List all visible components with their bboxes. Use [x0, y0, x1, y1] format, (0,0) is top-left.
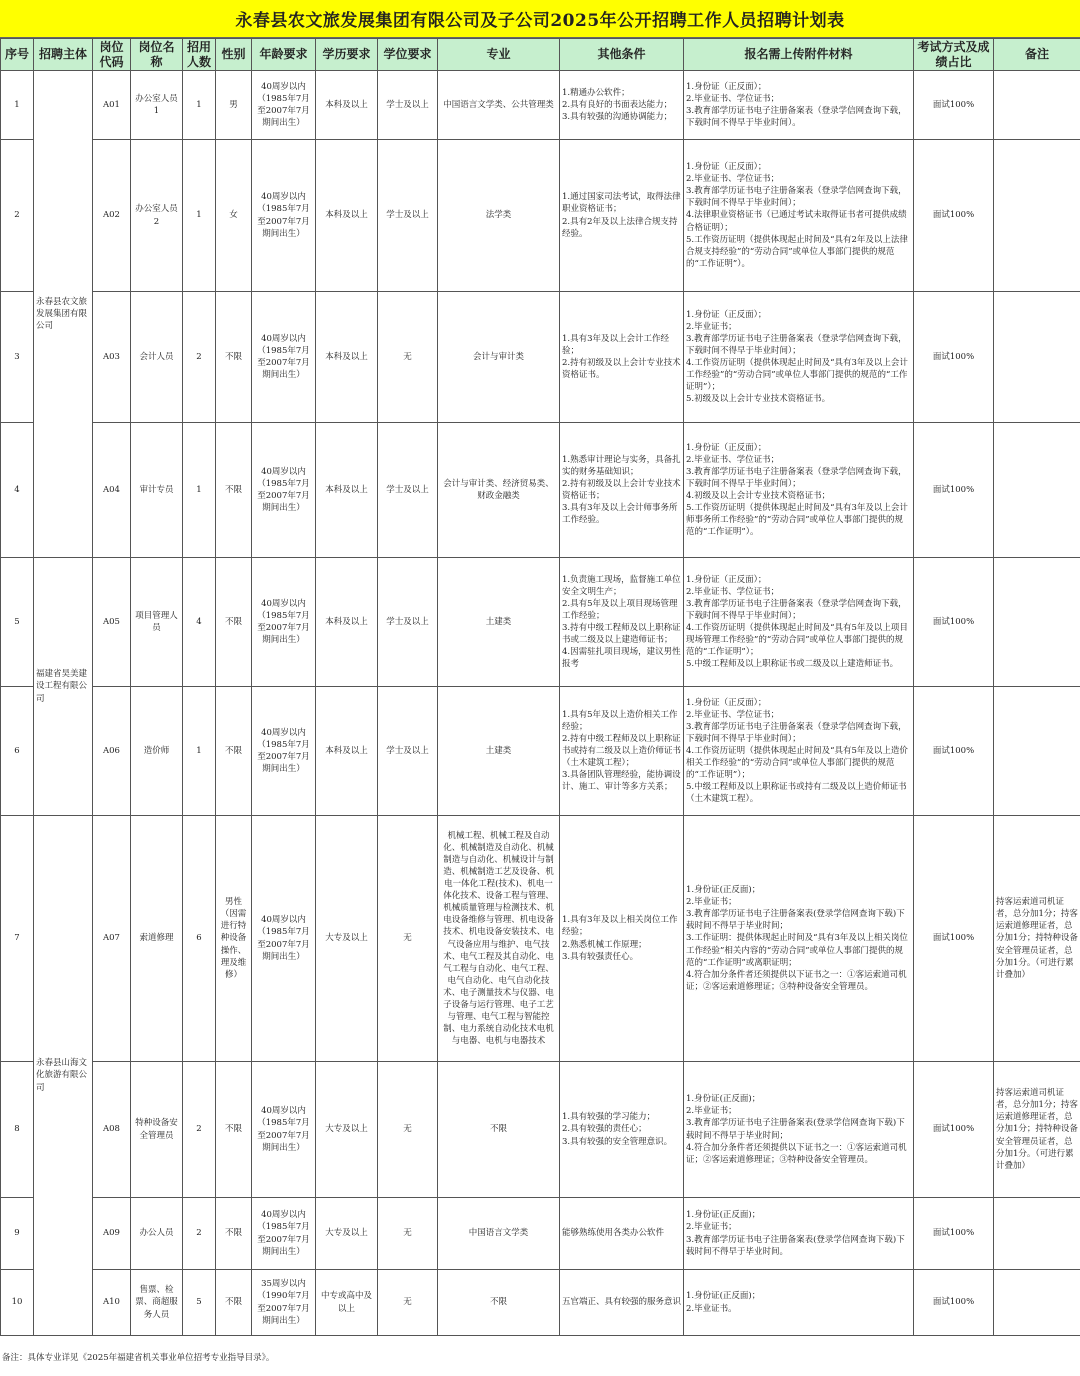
- gender-requirement: 男性（因需进行特种设备操作、理及维修）: [216, 816, 252, 1062]
- remark: [994, 140, 1080, 292]
- exam-method: 面试100%: [914, 292, 994, 423]
- exam-method: 面试100%: [914, 1270, 994, 1336]
- hire-count: 2: [183, 292, 216, 423]
- required-materials: 1.身份证(正反面)； 2.毕业证书； 3.教育部学历证书电子注册备案表(登录学信网查询下载)下载时间不得早于毕业时间。: [684, 1198, 914, 1270]
- major-requirement: 土建类: [438, 558, 560, 687]
- degree-requirement: 学士及以上: [378, 558, 438, 687]
- col-header: 序号: [1, 39, 34, 71]
- other-conditions: 1.具有3年及以上会计工作经验； 2.持有初级及以上会计专业技术资格证书。: [560, 292, 684, 423]
- required-materials: 1.身份证（正反面）； 2.毕业证书、学位证书； 3.教育部学历证书电子注册备案表（登录学信网查询下载，下载时间不得早于毕业时间）； 4.工作资历证明（提供体现起止时间及“具有5年及以上项目现场管理工作经验”的“劳动合同”或单位人事部门提供的规范的“工作证明”）； 5.中级工程师及以上职称证书或二级及以上建造师证书。: [684, 558, 914, 687]
- major-requirement: 土建类: [438, 687, 560, 816]
- major-requirement: 法学类: [438, 140, 560, 292]
- exam-method: 面试100%: [914, 1062, 994, 1198]
- degree-requirement: 无: [378, 1062, 438, 1198]
- position-code: A06: [93, 687, 131, 816]
- col-header: 招聘主体: [34, 39, 93, 71]
- remark: [994, 687, 1080, 816]
- position-name: 办公室人员2: [131, 140, 183, 292]
- hire-count: 1: [183, 140, 216, 292]
- table-row: [1, 140, 1080, 292]
- hire-count: 1: [183, 423, 216, 558]
- row-number: 10: [1, 1270, 34, 1336]
- table-row: [1, 1198, 1080, 1270]
- table-row: [1, 816, 1080, 1062]
- table-row: [1, 687, 1080, 816]
- age-requirement: 40周岁以内 （1985年7月至2007年7月期间出生）: [252, 292, 316, 423]
- remark: [994, 558, 1080, 687]
- major-requirement: 中国语言文学类、公共管理类: [438, 71, 560, 140]
- education-requirement: 本科及以上: [316, 71, 378, 140]
- row-number: 2: [1, 140, 34, 292]
- gender-requirement: 不限: [216, 292, 252, 423]
- required-materials: 1.身份证（正反面）； 2.毕业证书、学位证书； 3.教育部学历证书电子注册备案表（登录学信网查询下载，下载时间不得早于毕业时间）； 4.法律职业资格证书（已通过考试未取得证书者可提供成绩合格证明）； 5.工作资历证明（提供体现起止时间及“具有2年及以上法律合规支持经验”的“劳动合同”或单位人事部门提供的规范的“工作证明”）。: [684, 140, 914, 292]
- remark: [994, 1270, 1080, 1336]
- gender-requirement: 不限: [216, 687, 252, 816]
- age-requirement: 40周岁以内 （1985年7月至2007年7月期间出生）: [252, 1198, 316, 1270]
- sheet-title: 永春县农文旅发展集团有限公司及子公司2025年公开招聘工作人员招聘计划表: [0, 0, 1080, 38]
- age-requirement: 40周岁以内 （1985年7月至2007年7月期间出生）: [252, 816, 316, 1062]
- table-row: [1, 71, 1080, 140]
- hire-count: 2: [183, 1198, 216, 1270]
- position-name: 售票、检票、商超服务人员: [131, 1270, 183, 1336]
- position-name: 办公室人员1: [131, 71, 183, 140]
- education-requirement: 大专及以上: [316, 1062, 378, 1198]
- age-requirement: 40周岁以内 （1985年7月至2007年7月期间出生）: [252, 687, 316, 816]
- education-requirement: 本科及以上: [316, 140, 378, 292]
- other-conditions: 1.精通办公软件； 2.具有良好的书面表达能力； 3.具有较强的沟通协调能力；: [560, 71, 684, 140]
- major-requirement: 机械工程、机械工程及自动化、机械制造及自动化、机械制造与自动化、机械设计与制造、机械制造工艺及设备、机电一体化工程(技术)、机电一体化技术、设备工程与管理、机械质量管理与检测技术、机电设备维修与管理、机电设备技术、机电设备安装技术、电气设备应用与维护、电气技术、电气工程及其自动化、电气工程与自动化、电气工程、电气自动化、电气自动化技术、电子测量技术与仪器、电子设备与运行管理、电子工艺与管理、电气工程与智能控制、电力系统自动化技术电机与电器、电机与电器技术: [438, 816, 560, 1062]
- degree-requirement: 无: [378, 1270, 438, 1336]
- employer-name: 福建省昊美建设工程有限公司: [34, 558, 93, 816]
- age-requirement: 40周岁以内 （1985年7月至2007年7月期间出生）: [252, 558, 316, 687]
- row-number: 7: [1, 816, 34, 1062]
- other-conditions: 1.负责施工现场，监督施工单位安全文明生产； 2.具有5年及以上项目现场管理工作经验； 3.持有中级工程师及以上职称证书或二级及以上建造师证书； 4.因需驻扎项目现场，建议男性报考: [560, 558, 684, 687]
- col-header: 年龄要求: [252, 39, 316, 71]
- table-row: [1, 1270, 1080, 1336]
- position-name: 项目管理人员: [131, 558, 183, 687]
- exam-method: 面试100%: [914, 71, 994, 140]
- col-header: 性别: [216, 39, 252, 71]
- position-code: A09: [93, 1198, 131, 1270]
- row-number: 4: [1, 423, 34, 558]
- age-requirement: 40周岁以内 （1985年7月至2007年7月期间出生）: [252, 140, 316, 292]
- table-row: [1, 423, 1080, 558]
- employer-name: 永春县农文旅发展集团有限公司: [34, 71, 93, 558]
- hire-count: 1: [183, 71, 216, 140]
- position-code: A03: [93, 292, 131, 423]
- other-conditions: 能够熟练使用各类办公软件: [560, 1198, 684, 1270]
- employer-name: 永春县山海文化旅游有限公司: [34, 816, 93, 1336]
- row-number: 3: [1, 292, 34, 423]
- other-conditions: 1.具有较强的学习能力； 2.具有较强的责任心； 3.具有较强的安全管理意识。: [560, 1062, 684, 1198]
- position-code: A07: [93, 816, 131, 1062]
- row-number: 6: [1, 687, 34, 816]
- position-name: 会计人员: [131, 292, 183, 423]
- exam-method: 面试100%: [914, 558, 994, 687]
- other-conditions: 1.熟悉审计理论与实务，具备扎实的财务基础知识； 2.持有初级及以上会计专业技术资格证书； 3.具有3年及以上会计师事务所工作经验。: [560, 423, 684, 558]
- other-conditions: 1.通过国家司法考试，取得法律职业资格证书； 2.具有2年及以上法律合规支持经验。: [560, 140, 684, 292]
- exam-method: 面试100%: [914, 687, 994, 816]
- position-name: 办公人员: [131, 1198, 183, 1270]
- exam-method: 面试100%: [914, 423, 994, 558]
- row-number: 1: [1, 71, 34, 140]
- hire-count: 2: [183, 1062, 216, 1198]
- hire-count: 4: [183, 558, 216, 687]
- position-name: 特种设备安全管理员: [131, 1062, 183, 1198]
- degree-requirement: 学士及以上: [378, 423, 438, 558]
- major-requirement: 中国语言文学类: [438, 1198, 560, 1270]
- hire-count: 1: [183, 687, 216, 816]
- gender-requirement: 不限: [216, 1062, 252, 1198]
- age-requirement: 40周岁以内 （1985年7月至2007年7月期间出生）: [252, 423, 316, 558]
- remark: [994, 292, 1080, 423]
- row-number: 8: [1, 1062, 34, 1198]
- education-requirement: 大专及以上: [316, 1198, 378, 1270]
- remark: 持客运索道司机证者，总分加1分；持客运索道修理证者，总分加1分；持特种设备安全管理员证者，总分加1分。（可进行累计叠加）: [994, 1062, 1080, 1198]
- col-header: 备注: [994, 39, 1080, 71]
- position-code: A01: [93, 71, 131, 140]
- education-requirement: 大专及以上: [316, 816, 378, 1062]
- degree-requirement: 无: [378, 292, 438, 423]
- required-materials: 1.身份证（正反面）； 2.毕业证书； 3.教育部学历证书电子注册备案表（登录学信网查询下载，下载时间不得早于毕业时间）； 4.工作资历证明（提供体现起止时间及“具有3年及以上会计工作经验”的“劳动合同”或单位人事部门提供的规范的“工作证明”）； 5.初级及以上会计专业技术资格证书。: [684, 292, 914, 423]
- table-row: [1, 292, 1080, 423]
- major-requirement: 不限: [438, 1062, 560, 1198]
- age-requirement: 40周岁以内 （1985年7月至2007年7月期间出生）: [252, 1062, 316, 1198]
- col-header: 考试方式及成绩占比: [914, 39, 994, 71]
- remark: [994, 423, 1080, 558]
- exam-method: 面试100%: [914, 140, 994, 292]
- position-code: A05: [93, 558, 131, 687]
- remark: [994, 71, 1080, 140]
- required-materials: 1.身份证(正反面)； 2.毕业证书； 3.教育部学历证书电子注册备案表(登录学信网查询下载)下载时间不得早于毕业时间； 4.符合加分条件者还须提供以下证书之一：①客运索道司机证；②客运索道修理证；③特种设备安全管理员。: [684, 1062, 914, 1198]
- other-conditions: 五官端正、具有较强的服务意识: [560, 1270, 684, 1336]
- position-code: A10: [93, 1270, 131, 1336]
- gender-requirement: 女: [216, 140, 252, 292]
- education-requirement: 本科及以上: [316, 292, 378, 423]
- col-header: 学位要求: [378, 39, 438, 71]
- col-header: 其他条件: [560, 39, 684, 71]
- gender-requirement: 不限: [216, 1270, 252, 1336]
- required-materials: 1.身份证（正反面）； 2.毕业证书、学位证书； 3.教育部学历证书电子注册备案表（登录学信网查询下载，下载时间不得早于毕业时间）； 4.初级及以上会计专业技术资格证书； 5.工作资历证明（提供体现起止时间及“具有3年及以上会计师事务所工作经验”的“劳动合同”或单位人事部门提供的规范的“工作证明”）。: [684, 423, 914, 558]
- position-name: 造价师: [131, 687, 183, 816]
- age-requirement: 40周岁以内 （1985年7月至2007年7月期间出生）: [252, 71, 316, 140]
- major-requirement: 会计与审计类: [438, 292, 560, 423]
- gender-requirement: 不限: [216, 558, 252, 687]
- required-materials: 1.身份证(正反面)； 2.毕业证书； 3.教育部学历证书电子注册备案表(登录学信网查询下载)下载时间不得早于毕业时间； 3.工作证明：提供体现起止时间及“具有3年及以上相关岗位工作经验”相关内容的“劳动合同”或单位人事部门提供的规范的“工作证明”或离职证明； 4.符合加分条件者还须提供以下证书之一：①客运索道司机证；②客运索道修理证；③特种设备安全管理员。: [684, 816, 914, 1062]
- gender-requirement: 不限: [216, 1198, 252, 1270]
- hire-count: 6: [183, 816, 216, 1062]
- remark: [994, 1198, 1080, 1270]
- major-requirement: 不限: [438, 1270, 560, 1336]
- position-code: A04: [93, 423, 131, 558]
- education-requirement: 本科及以上: [316, 423, 378, 558]
- row-number: 5: [1, 558, 34, 687]
- age-requirement: 35周岁以内 （1990年7月至2007年7月期间出生）: [252, 1270, 316, 1336]
- footnote: 备注：具体专业详见《2025年福建省机关事业单位招考专业指导目录》。: [2, 1353, 275, 1363]
- recruitment-table: [0, 38, 1080, 1336]
- table-row: [1, 1062, 1080, 1198]
- col-header: 报名需上传附件材料: [684, 39, 914, 71]
- required-materials: 1.身份证（正反面）； 2.毕业证书、学位证书； 3.教育部学历证书电子注册备案表（登录学信网查询下载，下载时间不得早于毕业时间）； 4.工作资历证明（提供体现起止时间及“具有5年及以上造价相关工作经验”的“劳动合同”或单位人事部门提供的规范的“工作证明”）； 5.中级工程师及以上职称证书或持有二级及以上造价师证书（土木建筑工程）。: [684, 687, 914, 816]
- table-row: [1, 558, 1080, 687]
- major-requirement: 会计与审计类、经济贸易类、财政金融类: [438, 423, 560, 558]
- position-code: A08: [93, 1062, 131, 1198]
- position-name: 索道修理: [131, 816, 183, 1062]
- col-header: 岗位代码: [93, 39, 131, 71]
- required-materials: 1.身份证(正反面)； 2.毕业证书。: [684, 1270, 914, 1336]
- other-conditions: 1.具有5年及以上造价相关工作经验； 2.持有中级工程师及以上职称证书或持有二级及以上造价师证书（土木建筑工程）； 3.具备团队管理经验，能协调设计、施工、审计等多方关系；: [560, 687, 684, 816]
- position-name: 审计专员: [131, 423, 183, 558]
- hire-count: 5: [183, 1270, 216, 1336]
- degree-requirement: 无: [378, 1198, 438, 1270]
- education-requirement: 本科及以上: [316, 687, 378, 816]
- exam-method: 面试100%: [914, 1198, 994, 1270]
- education-requirement: 中专或高中及以上: [316, 1270, 378, 1336]
- header-row: [1, 39, 1080, 71]
- education-requirement: 本科及以上: [316, 558, 378, 687]
- exam-method: 面试100%: [914, 816, 994, 1062]
- row-number: 9: [1, 1198, 34, 1270]
- degree-requirement: 学士及以上: [378, 687, 438, 816]
- col-header: 学历要求: [316, 39, 378, 71]
- degree-requirement: 无: [378, 816, 438, 1062]
- col-header: 招用人数: [183, 39, 216, 71]
- gender-requirement: 男: [216, 71, 252, 140]
- required-materials: 1.身份证（正反面）； 2.毕业证书、学位证书； 3.教育部学历证书电子注册备案表（登录学信网查询下载，下载时间不得早于毕业时间）。: [684, 71, 914, 140]
- gender-requirement: 不限: [216, 423, 252, 558]
- remark: 持客运索道司机证者，总分加1分；持客运索道修理证者，总分加1分；持特种设备安全管理员证者，总分加1分。（可进行累计叠加）: [994, 816, 1080, 1062]
- other-conditions: 1.具有3年及以上相关岗位工作经验； 2.熟悉机械工作原理； 3.具有较强责任心。: [560, 816, 684, 1062]
- position-code: A02: [93, 140, 131, 292]
- degree-requirement: 学士及以上: [378, 140, 438, 292]
- col-header: 专业: [438, 39, 560, 71]
- col-header: 岗位名称: [131, 39, 183, 71]
- degree-requirement: 学士及以上: [378, 71, 438, 140]
